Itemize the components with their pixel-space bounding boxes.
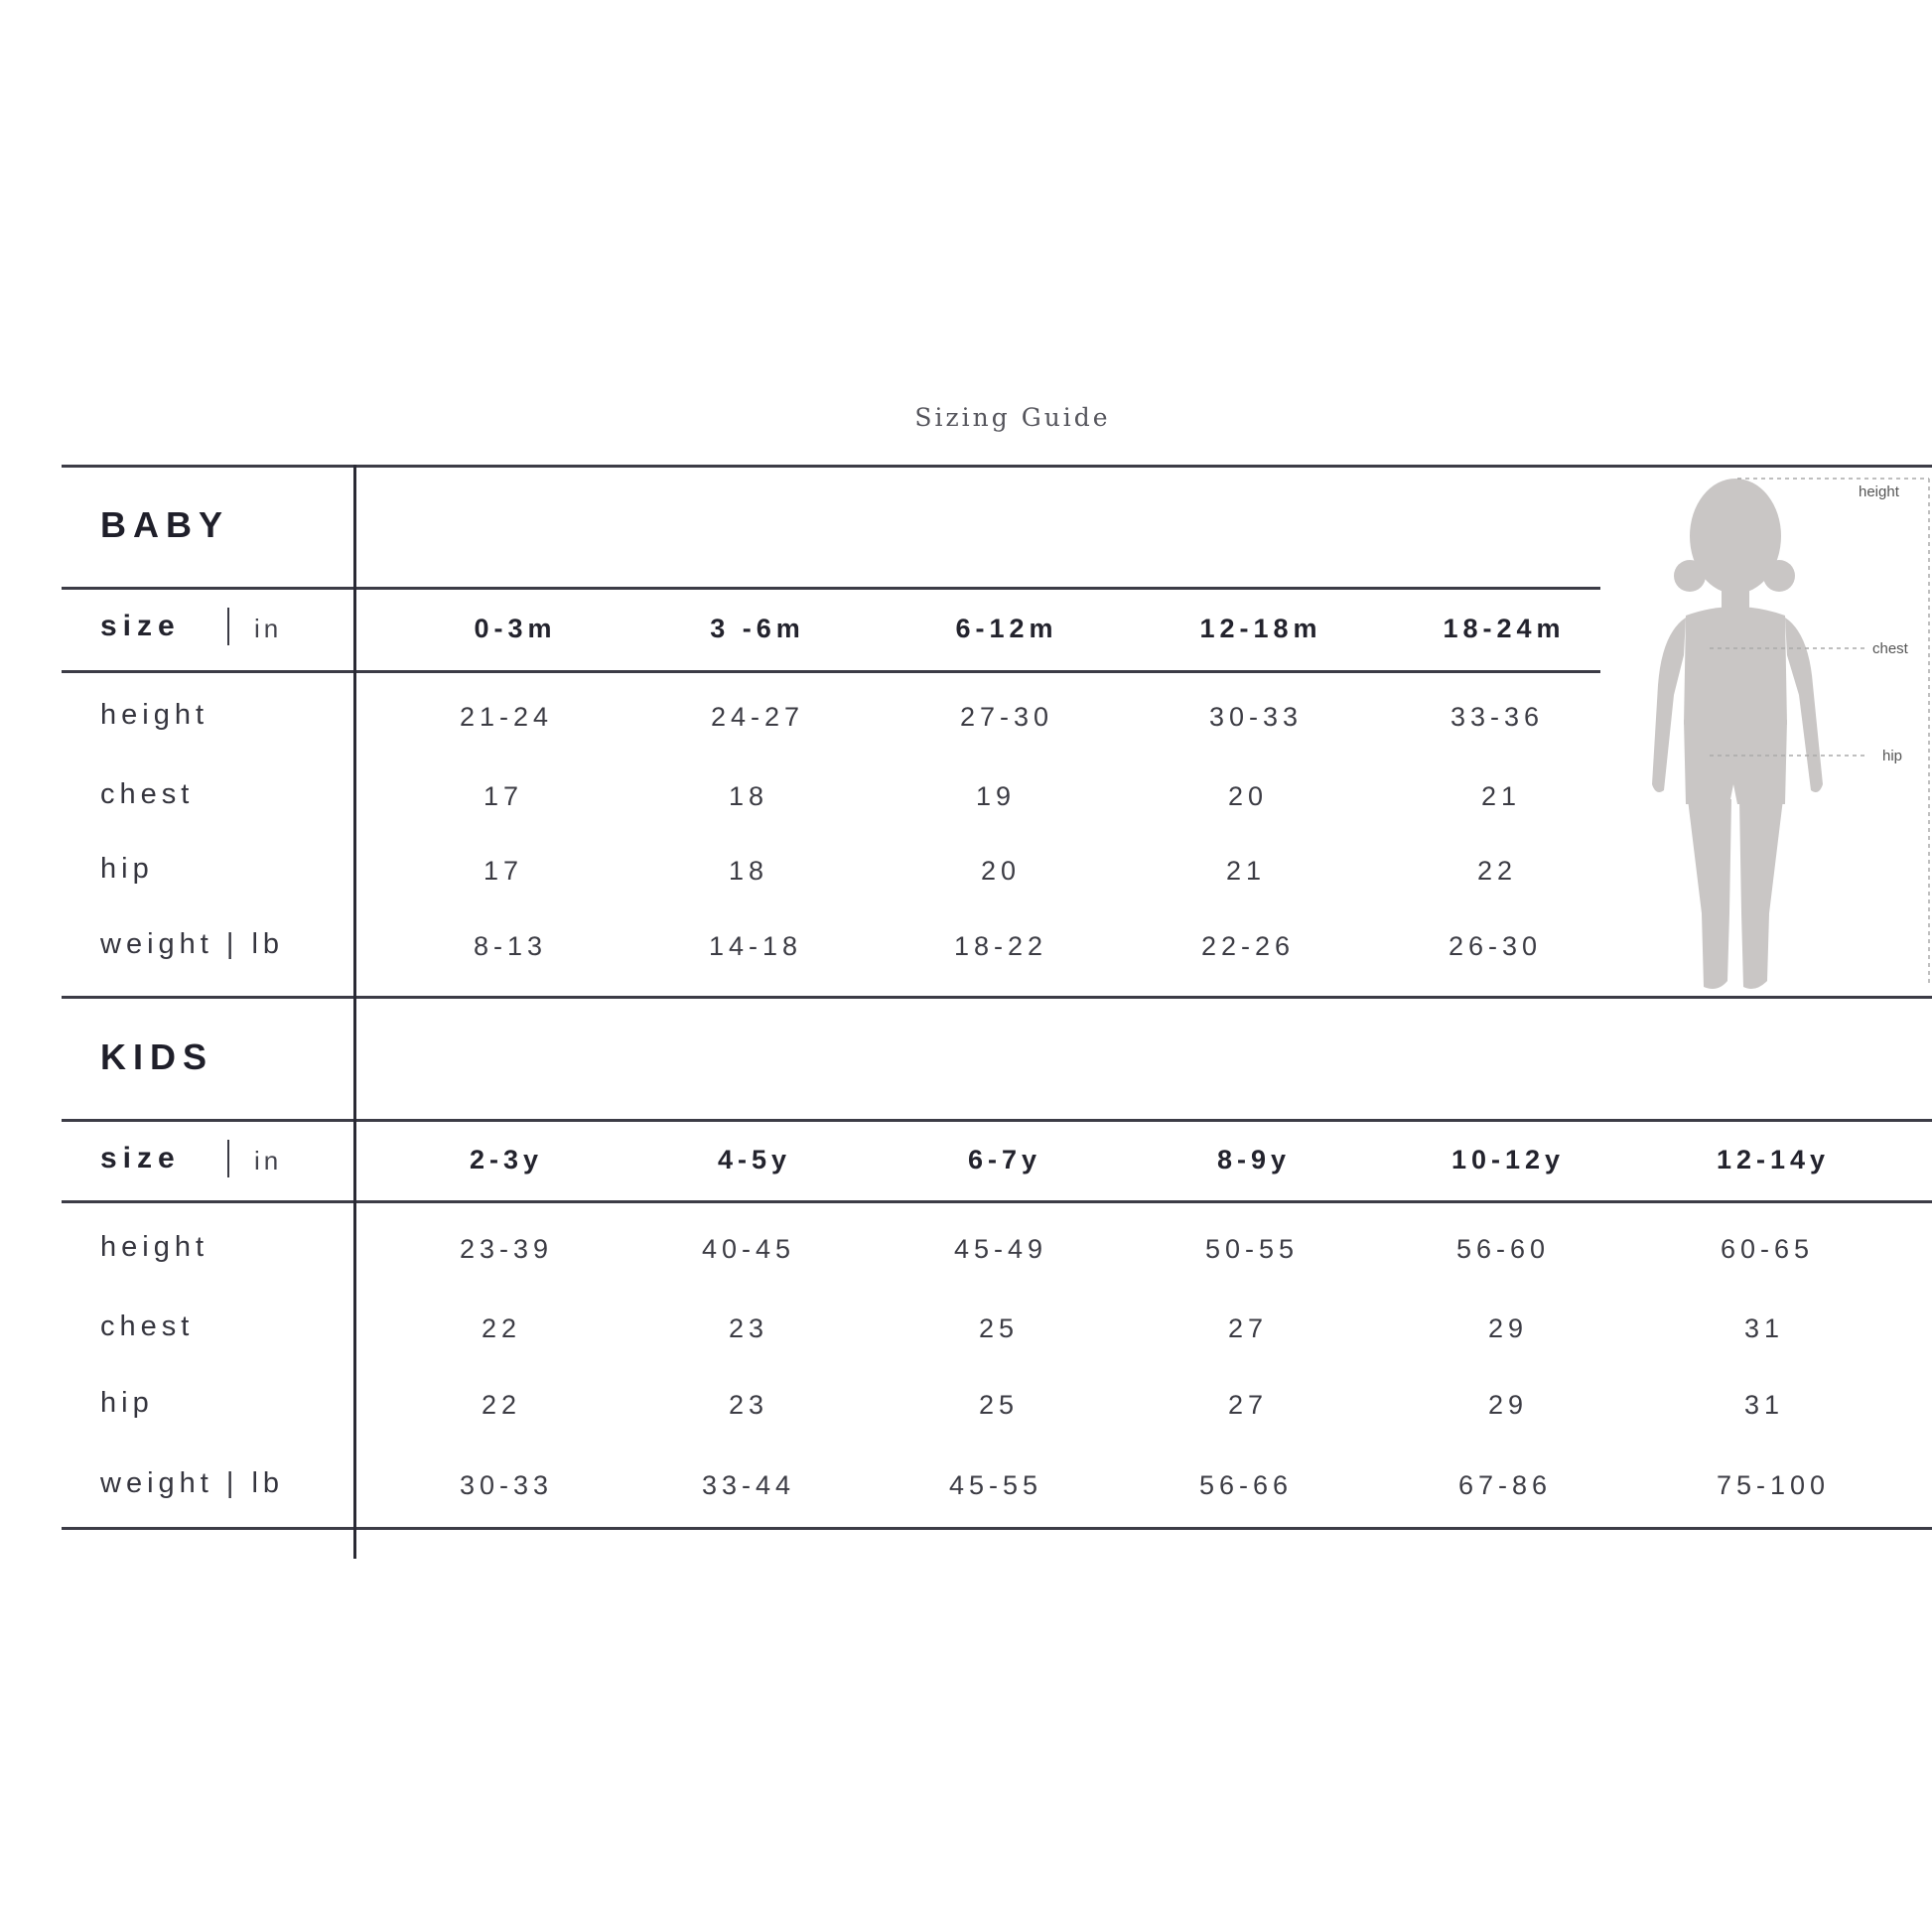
baby-heading: BABY bbox=[100, 504, 230, 545]
kids-row-label-height: height bbox=[100, 1231, 209, 1263]
baby-size-separator bbox=[227, 608, 229, 645]
baby-row-label-hip: hip bbox=[100, 853, 154, 885]
kids-row-label-chest: chest bbox=[100, 1311, 195, 1342]
baby-cell: 17 bbox=[483, 856, 524, 886]
divider-kids-size-bottom bbox=[62, 1200, 1932, 1203]
baby-cell: 18 bbox=[728, 856, 769, 886]
baby-row-label-chest: chest bbox=[100, 778, 195, 810]
baby-cell: 22 bbox=[1476, 856, 1518, 886]
kids-cell: 33-44 bbox=[701, 1470, 796, 1500]
kids-size-header: 10-12y bbox=[1450, 1145, 1566, 1174]
kids-size-header: 2-3y bbox=[469, 1145, 544, 1174]
kids-cell: 27 bbox=[1227, 1390, 1269, 1420]
kids-unit-label: in bbox=[254, 1146, 283, 1175]
kids-cell: 22 bbox=[481, 1390, 522, 1420]
silhouette-body bbox=[1652, 479, 1823, 989]
kids-size-separator bbox=[227, 1140, 229, 1177]
child-silhouette-figure bbox=[1628, 467, 1932, 1003]
kids-cell: 23 bbox=[728, 1313, 769, 1343]
baby-size-header: 0-3m bbox=[474, 614, 557, 643]
baby-cell: 14-18 bbox=[708, 931, 803, 961]
baby-cell: 8-13 bbox=[473, 931, 548, 961]
kids-cell: 23-39 bbox=[459, 1234, 554, 1264]
kids-size-header: 4-5y bbox=[717, 1145, 792, 1174]
kids-cell: 56-60 bbox=[1455, 1234, 1551, 1264]
baby-cell: 20 bbox=[980, 856, 1022, 886]
baby-row-label-height: height bbox=[100, 699, 209, 731]
kids-cell: 50-55 bbox=[1204, 1234, 1300, 1264]
baby-cell: 21-24 bbox=[459, 702, 554, 732]
divider-baby-size-bottom bbox=[62, 670, 1600, 673]
figure-label-height: height bbox=[1859, 483, 1899, 500]
figure-label-hip: hip bbox=[1882, 748, 1903, 764]
kids-cell: 23 bbox=[728, 1390, 769, 1420]
kids-cell: 31 bbox=[1743, 1313, 1785, 1343]
baby-cell: 26-30 bbox=[1448, 931, 1543, 961]
baby-cell: 22-26 bbox=[1200, 931, 1296, 961]
baby-cell: 24-27 bbox=[710, 702, 805, 732]
kids-heading: KIDS bbox=[100, 1036, 214, 1077]
baby-size-header: 6-12m bbox=[955, 614, 1058, 643]
kids-row-label-hip: hip bbox=[100, 1387, 154, 1419]
baby-unit-label: in bbox=[254, 614, 283, 643]
column-divider bbox=[353, 465, 356, 1559]
kids-cell: 22 bbox=[481, 1313, 522, 1343]
kids-cell: 60-65 bbox=[1720, 1234, 1815, 1264]
baby-cell: 18 bbox=[728, 781, 769, 811]
kids-size-header: 8-9y bbox=[1216, 1145, 1292, 1174]
baby-row-label-weight: weight | lb bbox=[100, 928, 285, 960]
divider-baby-size-top bbox=[62, 587, 1600, 590]
baby-size-label: size bbox=[100, 610, 181, 642]
kids-cell: 45-55 bbox=[948, 1470, 1043, 1500]
baby-size-header: 18-24m bbox=[1443, 614, 1566, 643]
divider-bottom bbox=[62, 1527, 1932, 1530]
baby-size-header: 12-18m bbox=[1199, 614, 1322, 643]
kids-cell: 45-49 bbox=[953, 1234, 1048, 1264]
figure-label-chest: chest bbox=[1872, 640, 1908, 657]
kids-cell: 56-66 bbox=[1198, 1470, 1294, 1500]
baby-cell: 19 bbox=[975, 781, 1017, 811]
kids-cell: 40-45 bbox=[701, 1234, 796, 1264]
baby-cell: 21 bbox=[1225, 856, 1267, 886]
kids-size-header: 6-7y bbox=[967, 1145, 1042, 1174]
divider-kids-size-top bbox=[62, 1119, 1932, 1122]
kids-row-label-weight: weight | lb bbox=[100, 1467, 285, 1499]
baby-cell: 27-30 bbox=[959, 702, 1054, 732]
kids-size-label: size bbox=[100, 1142, 181, 1174]
kids-cell: 29 bbox=[1487, 1313, 1529, 1343]
kids-cell: 29 bbox=[1487, 1390, 1529, 1420]
kids-cell: 31 bbox=[1743, 1390, 1785, 1420]
kids-cell: 67-86 bbox=[1457, 1470, 1553, 1500]
kids-cell: 30-33 bbox=[459, 1470, 554, 1500]
baby-size-header: 3 -6m bbox=[710, 614, 805, 643]
kids-cell: 75-100 bbox=[1716, 1470, 1831, 1500]
baby-cell: 18-22 bbox=[953, 931, 1048, 961]
baby-cell: 20 bbox=[1227, 781, 1269, 811]
child-silhouette-icon bbox=[1628, 467, 1932, 1003]
baby-cell: 21 bbox=[1480, 781, 1522, 811]
kids-cell: 25 bbox=[978, 1390, 1020, 1420]
baby-cell: 30-33 bbox=[1208, 702, 1304, 732]
page-title: Sizing Guide bbox=[914, 403, 1111, 432]
kids-cell: 27 bbox=[1227, 1313, 1269, 1343]
kids-cell: 25 bbox=[978, 1313, 1020, 1343]
baby-cell: 17 bbox=[483, 781, 524, 811]
baby-cell: 33-36 bbox=[1449, 702, 1545, 732]
kids-size-header: 12-14y bbox=[1716, 1145, 1831, 1174]
